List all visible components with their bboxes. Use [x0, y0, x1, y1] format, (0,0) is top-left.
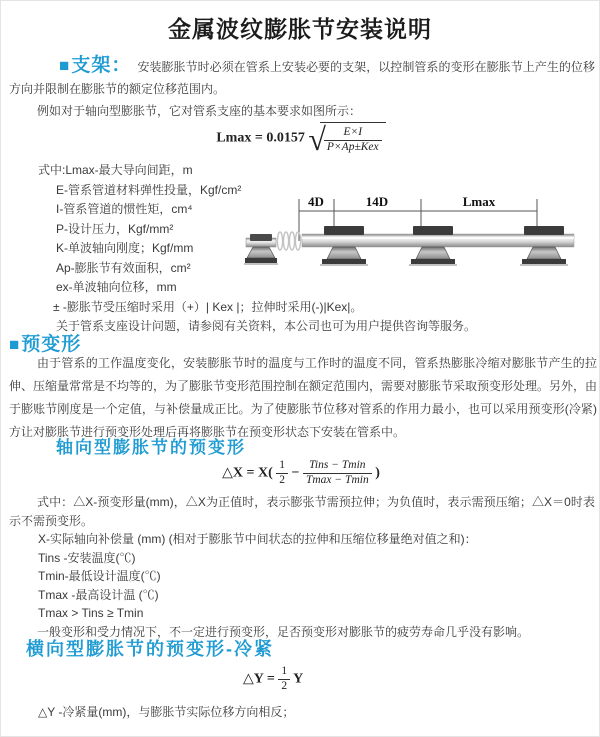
- axial-predeform-formula: [1, 459, 600, 488]
- predeform-body: 由于管系的工作温度变化，安装膨胀节时的温度与工作时的温度不同，管系热膨胀冷缩对膨胀节产生的拉伸、压缩量常常是不均等的，为了膨胀节变形范围控制在额定范围内，需要对膨胀节采取预变形处理。另外，由于膨账节刚度是一个定值，与补偿量成正比。为了使膨胀节位移对管系的作用力最小，也可以采用预变形(冷紧)方让对膨胀节进行预变形处理后再将膨胀节在预变形状态下安装在管系中。: [9, 356, 598, 439]
- axial-notes: [9, 493, 595, 641]
- definition-note-service: 关于管系支座设计问题，请参阅有关资料，本公司也可为用户提供咨询等服务。: [56, 319, 477, 333]
- axial-item: Tins -安装温度(℃): [38, 550, 136, 565]
- formula3-rhs: Y: [293, 671, 304, 687]
- formula1-numerator: E×I: [324, 126, 382, 141]
- formula2-rhs: ): [375, 465, 380, 481]
- definition-line: I-管系管道的惯性矩，cm⁴: [56, 202, 193, 216]
- support-paragraph: [9, 55, 595, 100]
- formula2-minus: −: [291, 465, 300, 481]
- definition-line: 式中:Lmax-最大导向间距，m: [38, 163, 193, 177]
- temp-denominator: Tmax − Tmin: [305, 473, 369, 486]
- formula2-half-fraction: [276, 459, 288, 488]
- support-section-heading: [59, 55, 131, 76]
- lateral-note: △Y -冷紧量(mm)，与膨胀节实际位移方向相反；: [38, 705, 295, 719]
- definition-note-pm: ± -膨胀节受压缩时采用（+）| Kex |；拉伸时采用(-)|Kex|。: [53, 299, 363, 314]
- definition-line: ex-单波轴向位移，mm: [56, 280, 177, 294]
- pipe: [302, 234, 574, 247]
- predeform-heading-label: 预变形: [21, 334, 82, 355]
- axial-item: Tmax > Tins ≥ Tmin: [38, 606, 144, 620]
- formula2-lhs: △X = X(: [222, 465, 273, 481]
- axial-item: X-实际轴向补偿量 (mm) (相对于膨胀节中间状态的拉伸和压缩位移量绝对值之和)：: [38, 532, 477, 546]
- formula3-fraction: [278, 665, 290, 694]
- definition-line: P-设计压力，Kgf/mm²: [56, 221, 174, 236]
- definition-line: E-管系管道材料弹性投量，Kgf/cm²: [56, 182, 242, 197]
- diagram-label-lmax: Lmax: [462, 194, 496, 209]
- axial-item: Tmin-最低设计温度(℃): [38, 569, 161, 583]
- pipe-support-diagram: [244, 191, 599, 286]
- formula3-lhs: △Y =: [243, 671, 275, 687]
- diagram-label-4d: 4D: [308, 194, 324, 209]
- bellows-icon: [277, 232, 300, 250]
- radical-body: [320, 122, 386, 155]
- support-example-line: 例如对于轴向型膨胀节，它对管系支座的基本要求如图所示：: [37, 104, 362, 118]
- formula1-denominator: P×Ap±Kex: [326, 140, 379, 153]
- page-title: 金属波纹膨胀节安装说明: [168, 16, 432, 42]
- axial-subsection-heading: 轴向型膨胀节的预变形: [56, 438, 246, 457]
- guide-spacing-formula: [1, 121, 600, 158]
- formula1-fraction: [324, 126, 382, 155]
- half-numerator: 1: [276, 459, 288, 474]
- section-bullet-icon: ■: [9, 335, 21, 354]
- temp-numerator: Tins − Tmin: [303, 459, 372, 474]
- diagram-label-14d: 14D: [365, 194, 389, 209]
- lateral-predeform-formula: [243, 665, 303, 694]
- section-bullet-icon: ■: [59, 56, 71, 75]
- definition-line: K-单波轴向刚度；Kgf/mm: [56, 241, 194, 255]
- formula2-temp-fraction: [303, 459, 372, 488]
- half-denominator: 2: [279, 473, 285, 486]
- support-intro-text: 安装膨胀节时必须在管系上安装必要的支架，以控制管系的变形在膨胀节上产生的位移方向并限制在膨胀节的额定位移范围内。: [9, 60, 595, 96]
- formula1-lhs: Lmax = 0.0157: [216, 130, 305, 146]
- definition-line: Ap-膨胀节有效面积，cm²: [56, 260, 191, 275]
- formula3-denominator: 2: [281, 679, 288, 692]
- lateral-subsection-heading: 横向型膨胀节的预变形-冷紧: [26, 639, 274, 659]
- axial-item: Tmax -最高设计温 (℃): [38, 587, 159, 602]
- anchor-support: [244, 234, 278, 265]
- formula3-numerator: 1: [278, 665, 290, 680]
- axial-note-final: 一般变形和受力情况下，不一定进行预变形，足否预变形对膨胀节的疲劳寿命几乎没有影响。: [37, 624, 530, 639]
- radical-sign: √: [308, 121, 326, 158]
- support-heading-label: 支架：: [71, 55, 132, 76]
- axial-note-main: 式中：△X-预变形量(mm)，△X为正值时，表示膨张节需预拉伸；为负值时，表示需预压缩；△X＝0时表示不需预变形。: [9, 495, 595, 528]
